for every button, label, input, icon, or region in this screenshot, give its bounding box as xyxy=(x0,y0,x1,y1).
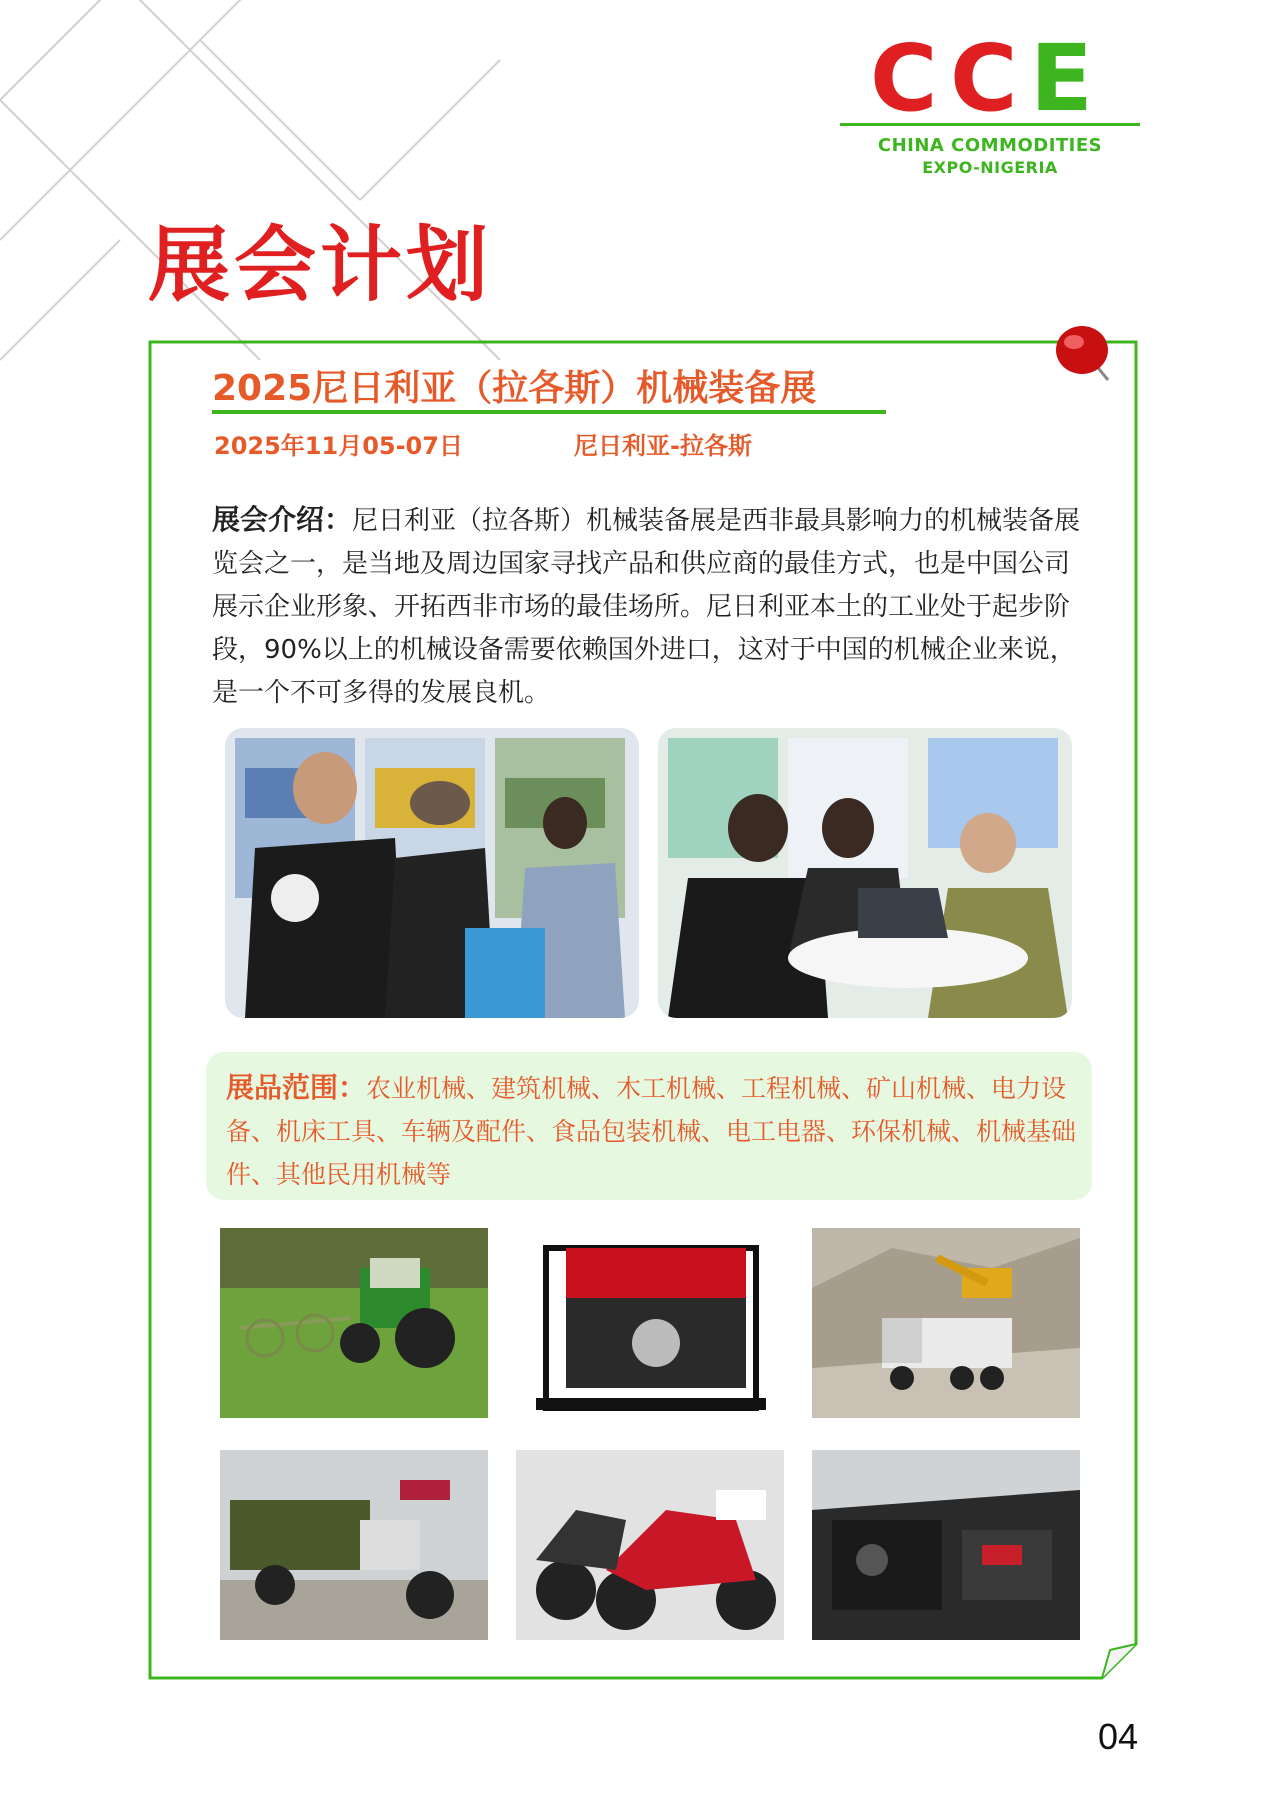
car-engine-photo xyxy=(812,1450,1080,1640)
expo-title: 2025尼日利亚（拉各斯）机械装备展 xyxy=(212,368,817,409)
logo-text-line1: CHINA COMMODITIES xyxy=(877,135,1103,156)
page-number: 04 xyxy=(1098,1716,1139,1757)
svg-text:C: C xyxy=(870,30,938,120)
svg-text:C: C xyxy=(950,30,1018,120)
excavator-truck-photo xyxy=(812,1228,1080,1418)
exhibit-range-text: 农业机械、建筑机械、木工机械、工程机械、矿山机械、电力设备、机床工具、车辆及配件、食品包装机械、电工电器、环保机械、机械基础件、其他民用机械等 xyxy=(226,1074,1077,1189)
svg-text:E: E xyxy=(1030,30,1093,120)
tractor-photo xyxy=(220,1228,488,1418)
expo-location: 尼日利亚-拉各斯 xyxy=(574,432,752,460)
intro-label: 展会介绍： xyxy=(212,503,353,536)
cargo-tricycle-photo xyxy=(220,1450,488,1640)
exhibit-range-label: 展品范围： xyxy=(226,1071,367,1104)
logo-text-line2: EXPO-NIGERIA xyxy=(922,158,1058,177)
page-title: 展会计划 xyxy=(148,218,493,313)
intro-text: 尼日利亚（拉各斯）机械装备展是西非最具影响力的机械装备展览会之一，是当地及周边国家寻找产品和供应商的最佳方式，也是中国公司展示企业形象、开拓西非市场的最佳场所。尼日利亚本土的工业处于起步阶段，90%以上的机械设备需要依赖国外进口，这对于中国的机械企业来说，是一个不可多得的发展良机。 xyxy=(212,506,1081,708)
booth-visitors-photo xyxy=(225,728,639,1018)
intro-paragraph xyxy=(212,498,1092,715)
generator-photo xyxy=(516,1228,784,1418)
push-pin-icon xyxy=(1050,320,1120,390)
expo-date: 2025年11月05-07日 xyxy=(214,432,463,460)
title-underline xyxy=(212,410,886,414)
motorcycles-photo xyxy=(516,1450,784,1640)
exhibit-range-paragraph xyxy=(226,1066,1076,1196)
meeting-table-photo xyxy=(658,728,1072,1018)
